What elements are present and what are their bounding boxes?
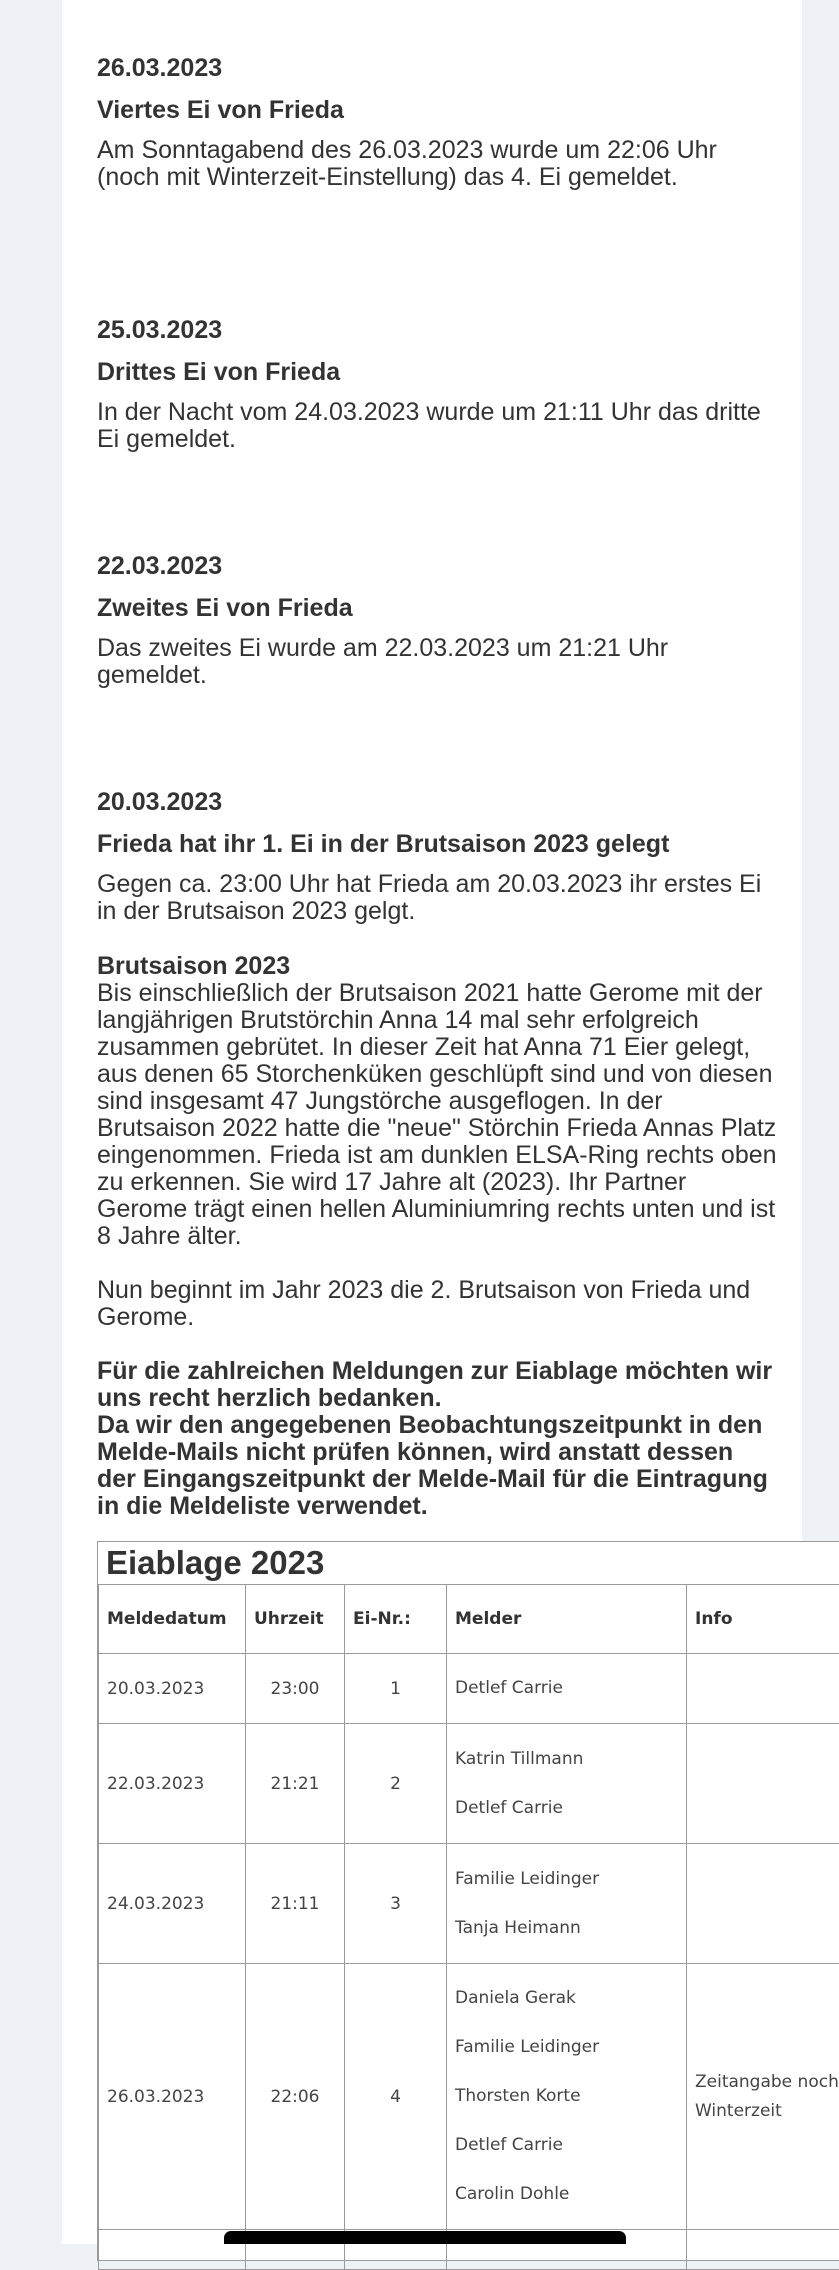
table-row [99,1724,839,1844]
news-post [97,551,777,689]
brutsaison-heading: Brutsaison 2023 [97,953,777,980]
post-date: 22.03.2023 [97,551,777,581]
post-date: 26.03.2023 [97,53,777,83]
reporter-name: Detlef Carrie [455,2121,678,2170]
post-date: 25.03.2023 [97,315,777,345]
cell-info [687,1844,839,1964]
notice-text: Da wir den angegebenen Beobachtungszeitpunkt in den Melde-Mails nicht prüfen können, wird anstatt dessen der Eingangszeitpunkt der Melde-Mail für die Eintragung in die Meldeliste verwendet. [97,1412,777,1520]
cell-date: 20.03.2023 [99,1654,246,1724]
cell-info [687,1724,839,1844]
reporter-name: Detlef Carrie [455,1664,678,1713]
cell-empty [687,2230,839,2270]
post-text: In der Nacht vom 24.03.2023 wurde um 21:11 Uhr das dritte Ei gemeldet. [97,399,777,453]
cell-date: 22.03.2023 [99,1724,246,1844]
column-header-ei-nr: Ei-Nr.: [345,1585,447,1654]
brutsaison-paragraph: Bis einschließlich der Brutsaison 2021 hatte Gerome mit der langjährigen Brutstörchin Anna 14 mal sehr erfolgreich zusammen gebrütet. In dieser Zeit hat Anna 71 Eier gelegt, aus denen 65 Storchenküken geschlüpft sind und von diesen sind insgesamt 47 Jungstörche ausgeflogen. In der Brutsaison 2022 hatte die "neue" Störchin Frieda Annas Platz eingenommen. Frieda ist am dunklen ELSA-Ring rechts oben zu erkennen. Sie wird 17 Jahre alt (2023). Ihr Partner Gerome trägt einen hellen Aluminiumring rechts unten und ist 8 Jahre älter. [97,980,777,1250]
news-post [97,787,777,925]
post-text: Das zweites Ei wurde am 22.03.2023 um 21:21 Uhr gemeldet. [97,635,777,689]
cell-time: 22:06 [246,1964,345,2230]
post-date: 20.03.2023 [97,787,777,817]
reporter-name: Tanja Heimann [455,1904,678,1953]
cell-reporters [447,1844,687,1964]
cell-reporters [447,1654,687,1724]
reporter-name: Katrin Tillmann [455,1735,678,1784]
cell-egg-number: 1 [345,1654,447,1724]
table-row [99,1844,839,1964]
eiablage-grid [98,1584,839,2270]
column-header-uhrzeit: Uhrzeit [246,1585,345,1654]
table-row [99,1964,839,2230]
brutsaison-section [97,953,777,1520]
reporter-name: Detlef Carrie [455,1784,678,1833]
post-title: Viertes Ei von Frieda [97,95,777,125]
column-header-meldedatum: Meldedatum [99,1585,246,1654]
table-caption: Eiablage 2023 [106,1542,324,1584]
cell-date: 24.03.2023 [99,1844,246,1964]
post-text: Gegen ca. 23:00 Uhr hat Frieda am 20.03.2023 ihr erstes Ei in der Brutsaison 2023 gelgt. [97,871,777,925]
brutsaison-paragraph: Nun beginnt im Jahr 2023 die 2. Brutsaison von Frieda und Gerome. [97,1277,777,1331]
post-title: Zweites Ei von Frieda [97,593,777,623]
reporter-name: Carolin Dohle [455,2170,678,2219]
cell-time: 23:00 [246,1654,345,1724]
cell-time: 21:11 [246,1844,345,1964]
eiablage-table [97,1541,839,2261]
post-text: Am Sonntagabend des 26.03.2023 wurde um 22:06 Uhr (noch mit Winterzeit-Einstellung) das 4. Ei gemeldet. [97,137,777,191]
reporter-name: Daniela Gerak [455,1974,678,2023]
table-row [99,1654,839,1724]
cell-info [687,1964,839,2230]
table-header-row [99,1585,839,1654]
reporter-name: Thorsten Korte [455,2072,678,2121]
post-title: Frieda hat ihr 1. Ei in der Brutsaison 2023 gelegt [97,829,777,859]
cell-reporters [447,1964,687,2230]
column-header-info: Info [687,1585,839,1654]
cell-egg-number: 4 [345,1964,447,2230]
cell-reporters [447,1724,687,1844]
cell-date: 26.03.2023 [99,1964,246,2230]
news-post [97,315,777,453]
post-title: Drittes Ei von Frieda [97,357,777,387]
reporter-name: Familie Leidinger [455,1855,678,1904]
cell-egg-number: 3 [345,1844,447,1964]
cell-time: 21:21 [246,1724,345,1844]
thanks-text: Für die zahlreichen Meldungen zur Eiablage möchten wir uns recht herzlich bedanken. [97,1358,777,1412]
reporter-name: Familie Leidinger [455,2023,678,2072]
cell-egg-number: 2 [345,1724,447,1844]
news-post [97,53,777,191]
cell-info [687,1654,839,1724]
info-note: Zeitangabe noch Winterzeit [695,2068,839,2126]
home-indicator[interactable] [224,2231,626,2244]
column-header-melder: Melder [447,1585,687,1654]
